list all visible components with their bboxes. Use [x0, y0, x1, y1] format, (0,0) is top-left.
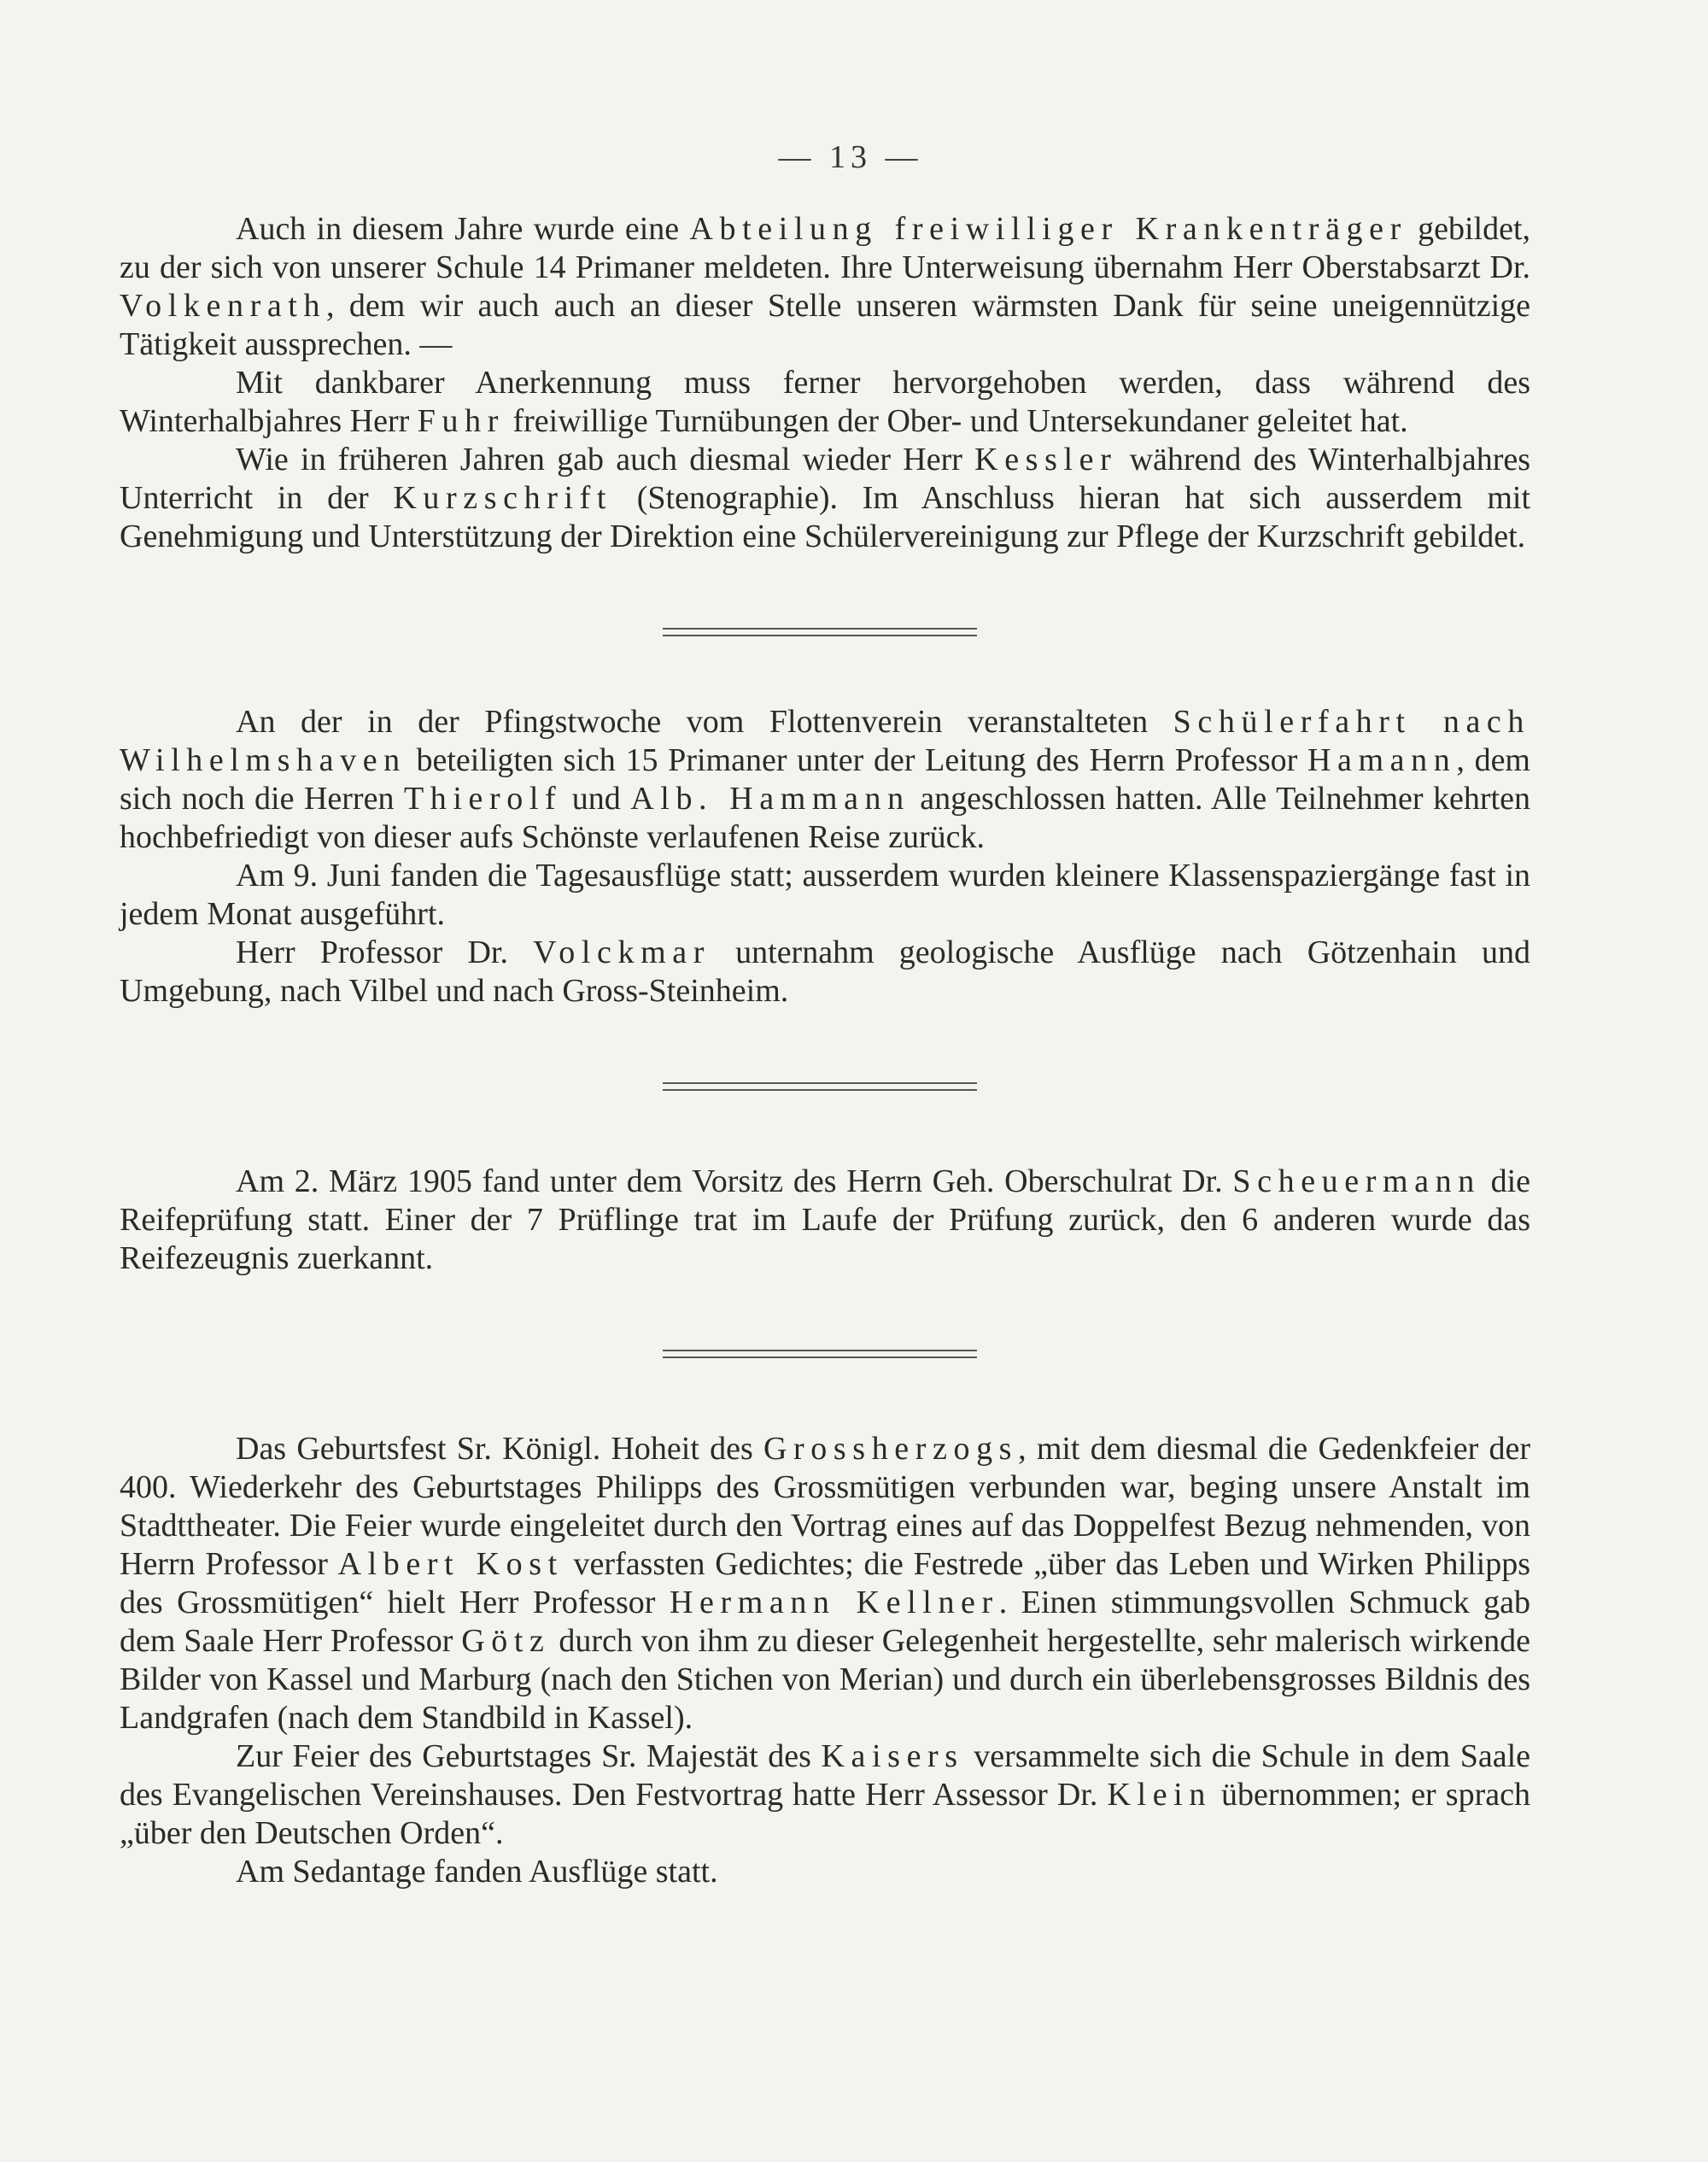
paragraph-sedantag: Am Sedantage fanden Ausflüge statt.: [236, 1854, 718, 1890]
section-divider: [663, 1350, 977, 1358]
paragraph-geburtsfest-grossherzog: Das Geburtsfest Sr. Königl. Hoheit des Grossherzogs, mit dem diesmal die Gedenkfeier der 400. Wiederkehr des Geburtstages Philipps des Grossmütigen verbunden war, beging unsere Anstalt im Stadttheater. Die Feier wurde eingeleitet durch den Vortrag eines auf das Doppelfest Bezug nehmenden, von Herrn Professor Albert Kost verfassten Gedichtes; die Festrede „über das Leben und Wirken Philipps des Grossmütigen“ hielt Herr Professor Hermann Kellner. Einen stimmungsvollen Schmuck gab dem Saale Herr Professor Götz durch von ihm zu dieser Gelegenheit hergestellte, sehr malerisch wirkende Bilder von Kassel und Marburg (nach den Stichen von Merian) und durch ein überlebensgrosses Bildnis des Landgrafen (nach dem Standbild in Kassel).: [120, 1431, 1531, 1736]
paragraph-tagesausfluege: Am 9. Juni fanden die Tagesausflüge statt; ausserdem wurden kleinere Klassenspaziergänge fast in jedem Monat ausgeführt.: [120, 858, 1530, 932]
paragraph-schuelerfahrt: An der in der Pfingstwoche vom Flottenverein veranstalteten Schülerfahrt nach Wilhelmshaven beteiligten sich 15 Primaner unter der Leitung des Herrn Professor Hamann, dem sich noch die Herren Thierolf und Alb. Hammann angeschlossen hatten. Alle Teilnehmer kehrten hochbefriedigt von dieser aufs Schönste verlaufenen Reise zurück.: [120, 704, 1530, 855]
section-feiern: [120, 1430, 1530, 1891]
paragraph-reifepruefung: Am 2. März 1905 fand unter dem Vorsitz des Herrn Geh. Oberschulrat Dr. Scheuermann die Reifeprüfung statt. Einer der 7 Prüflinge trat im Laufe der Prüfung zurück, den 6 anderen wurde das Reifezeugnis zuerkannt.: [120, 1163, 1530, 1276]
page-number: — 13 —: [778, 139, 923, 175]
section-ausfluege: [120, 703, 1530, 1011]
paragraph-krankentraeger: Auch in diesem Jahre wurde eine Abteilung freiwilliger Krankenträger gebildet, zu der sich von unserer Schule 14 Primaner meldeten. Ihre Unterweisung übernahm Herr Oberstabsarzt Dr. Volkenrath, dem wir auch auch an dieser Stelle unseren wärmsten Dank für seine uneigennützige Tätigkeit aussprechen. —: [120, 211, 1531, 362]
section-krankentraeger: [120, 210, 1530, 556]
paragraph-geologische-ausfluege: Herr Professor Dr. Volckmar unternahm geologische Ausflüge nach Götzenhain und Umgebung, nach Vilbel und nach Gross-Steinheim.: [120, 935, 1531, 1009]
paragraph-kurzschrift: Wie in früheren Jahren gab auch diesmal wieder Herr Kessler während des Winterhalbjahres Unterricht in der Kurzschrift (Stenographie). Im Anschluss hieran hat sich ausserdem mit Genehmigung und Unterstützung der Direktion eine Schülervereinigung zur Pflege der Kurzschrift gebildet.: [120, 442, 1531, 554]
section-reifepruefung: [120, 1163, 1530, 1278]
section-divider: [663, 628, 977, 636]
section-divider: [663, 1082, 977, 1091]
paragraph-geburtstag-kaiser: Zur Feier des Geburtstages Sr. Majestät des Kaisers versammelte sich die Schule in dem Saale des Evangelischen Vereinshauses. Den Festvortrag hatte Herr Assessor Dr. Klein übernommen; er sprach „über den Deutschen Orden“.: [120, 1738, 1530, 1851]
paragraph-turnuebungen: Mit dankbarer Anerkennung muss ferner hervorgehoben werden, dass während des Winterhalbjahres Herr Fuhr freiwillige Turnübungen der Ober- und Untersekundaner geleitet hat.: [120, 365, 1530, 439]
